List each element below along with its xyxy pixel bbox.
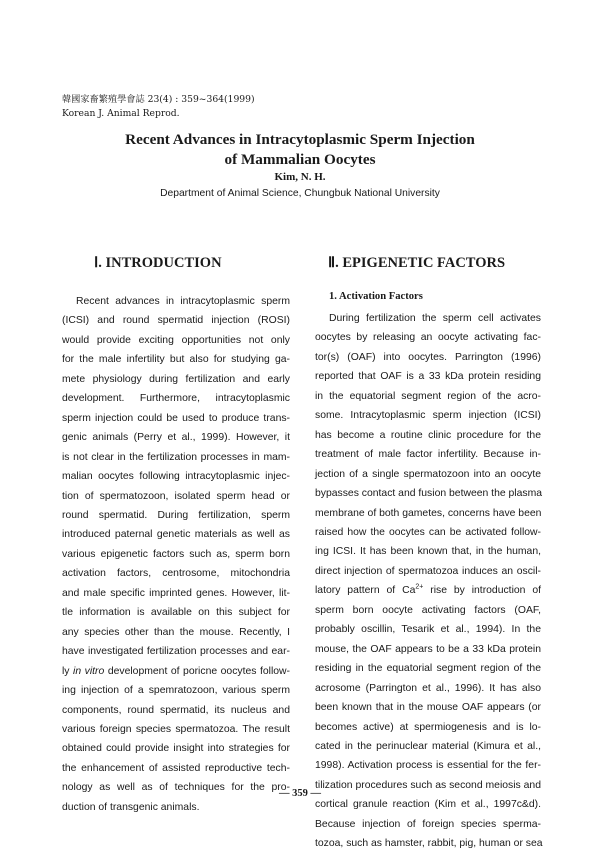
body-fragment: development of poricne oocytes follow- <box>107 665 291 677</box>
article-title-line-1: Recent Advances in Intracytoplasmic Sperm Injection <box>125 131 475 148</box>
epigenetic-body <box>315 309 541 854</box>
body-fragment: ly <box>62 665 70 677</box>
introduction-heading: Ⅰ. INTRODUCTION <box>94 255 222 271</box>
body-line: nology as well as of techniques for the pro- <box>62 782 290 794</box>
epigenetic-heading: Ⅱ. EPIGENETIC FACTORS <box>328 255 506 271</box>
body-line: duction of transgenic animals. <box>62 801 200 813</box>
body-line: sperm born oocyte activating factors (OAF, <box>315 604 541 616</box>
body-line: development. Furthermore, intracytoplasmic <box>62 393 290 405</box>
article-title-line-2: of Mammalian Oocytes <box>224 151 376 168</box>
activation-factors-subheading: 1. Activation Factors <box>329 291 423 302</box>
body-line: mouse, the OAF appears to be a 33 kDa protein <box>315 643 541 655</box>
article-author: Kim, N. H. <box>274 171 326 183</box>
body-line: genic animals (Perry et al., 1999). However, it <box>62 432 290 444</box>
body-line: and male specific imprinted genes. However, lit- <box>62 587 290 599</box>
body-line: introduced paternal genetic materials as well as <box>62 529 290 541</box>
superscript-charge: 2+ <box>415 583 424 591</box>
body-line: would provide exciting opportunities not only <box>62 334 290 346</box>
body-line: malian oocytes following intracytoplasmic injec- <box>62 471 290 483</box>
body-line: tor(s) (OAF) into oocytes. Parrington (1996) <box>315 351 541 363</box>
body-line: bypasses contact and fusion between the plasma <box>315 488 543 500</box>
body-line: for the male infertility but also for studying ga- <box>62 354 290 366</box>
article-affiliation: Department of Animal Science, Chungbuk National University <box>160 188 440 199</box>
body-line: treatment of male factor infertility. Because in- <box>315 449 541 461</box>
journal-citation <box>62 93 255 121</box>
body-line: in the equatorial segment region of the acro- <box>315 390 541 402</box>
body-line: During fertilization the sperm cell activates <box>329 313 541 324</box>
body-line: cated in the perinuclear material (Kimura et al., <box>315 740 541 752</box>
body-line: been known that in the mouse OAF appears (or <box>315 702 541 714</box>
body-line: tion of spermatozoon, isolated sperm head or <box>62 490 290 502</box>
body-line: acrosome (Parrington et al., 1996). It has also <box>315 682 541 694</box>
journal-citation-korean: 韓國家畜繁殖學會誌 23(4) : 359~364(1999) <box>62 94 255 105</box>
body-line: has become a routine clinic procedure for the <box>315 429 541 441</box>
body-line: activation factors, centrosome, mitochondria <box>62 568 290 580</box>
article-title <box>0 130 600 170</box>
body-line: (ICSI) and round spermatid injection (ROSI) <box>62 315 290 327</box>
body-line: some. Intracytoplasmic sperm injection (ICSI) <box>315 410 541 422</box>
body-line: tle information is available on this subject for <box>62 607 290 619</box>
body-line: direct injection of spermatozoa induces an oscil- <box>315 565 541 577</box>
body-line: raised how the oocytes can be activated follow- <box>315 526 541 538</box>
body-line: membrane of both gametes, concerns have been <box>315 507 542 519</box>
body-line: any species other than the mouse. Recently, I <box>62 626 290 638</box>
body-line-mixed <box>62 662 290 681</box>
body-line: the enhancement of assisted reproductive tech- <box>62 762 290 774</box>
body-line: cortical granule reaction (Kim et al., 1997c&d). <box>315 799 541 811</box>
body-line: residing in the equatorial segment region of the <box>315 663 541 675</box>
body-line: is not clear in the fertilization processes in mam- <box>62 451 290 463</box>
page-number: — 359 — <box>279 788 321 799</box>
body-line: probably oscillin, Tesarik et al., 1994). In the <box>315 624 541 636</box>
body-line: have investigated fertilization processes and ear- <box>62 646 290 658</box>
body-line: ing injection of a spemratozoon, various sperm <box>62 685 290 697</box>
body-line: becomes active) at spermiogenesis and is lo- <box>315 721 541 733</box>
body-line: sperm injection could be used to produce trans- <box>62 412 290 424</box>
body-line: reported that OAF is a 33 kDa protein residing <box>315 371 541 383</box>
body-line: jection of a single spermatozoon into an oocyte <box>315 468 541 480</box>
body-line: round spermatid. During fertilization, sperm <box>62 509 290 521</box>
body-line: Recent advances in intracytoplasmic sperm <box>76 296 290 307</box>
body-line-mixed <box>315 581 541 600</box>
introduction-body <box>62 292 290 817</box>
body-line: tozoa, such as hamster, rabbit, pig, human or sea <box>315 838 543 850</box>
body-line: ing ICSI. It has been known that, in the human, <box>315 546 541 558</box>
journal-citation-english: Korean J. Animal Reprod. <box>62 108 180 119</box>
body-line: Because injection of foreign species sperma- <box>315 818 541 830</box>
body-line: various foreign species spermatozoa. The result <box>62 723 290 735</box>
body-line: mete physiology during fertilization and early <box>62 373 290 385</box>
body-fragment: latory pattern of Ca <box>315 585 416 597</box>
body-line: 1998). Activation process is essential for the fer- <box>315 760 541 772</box>
body-line: tilization procedures such as second meiosis and <box>315 779 541 791</box>
body-line: various epigenetic factors such as, sperm born <box>62 548 290 560</box>
body-line: oocytes by releasing an oocyte activating fac- <box>315 332 541 344</box>
body-line: obtained could provide insight into strategies for <box>62 743 290 755</box>
body-line: components, round spermatid, its nucleus and <box>62 704 290 716</box>
body-fragment: rise by introduction of <box>430 585 541 597</box>
italic-term: in vitro <box>73 665 105 677</box>
